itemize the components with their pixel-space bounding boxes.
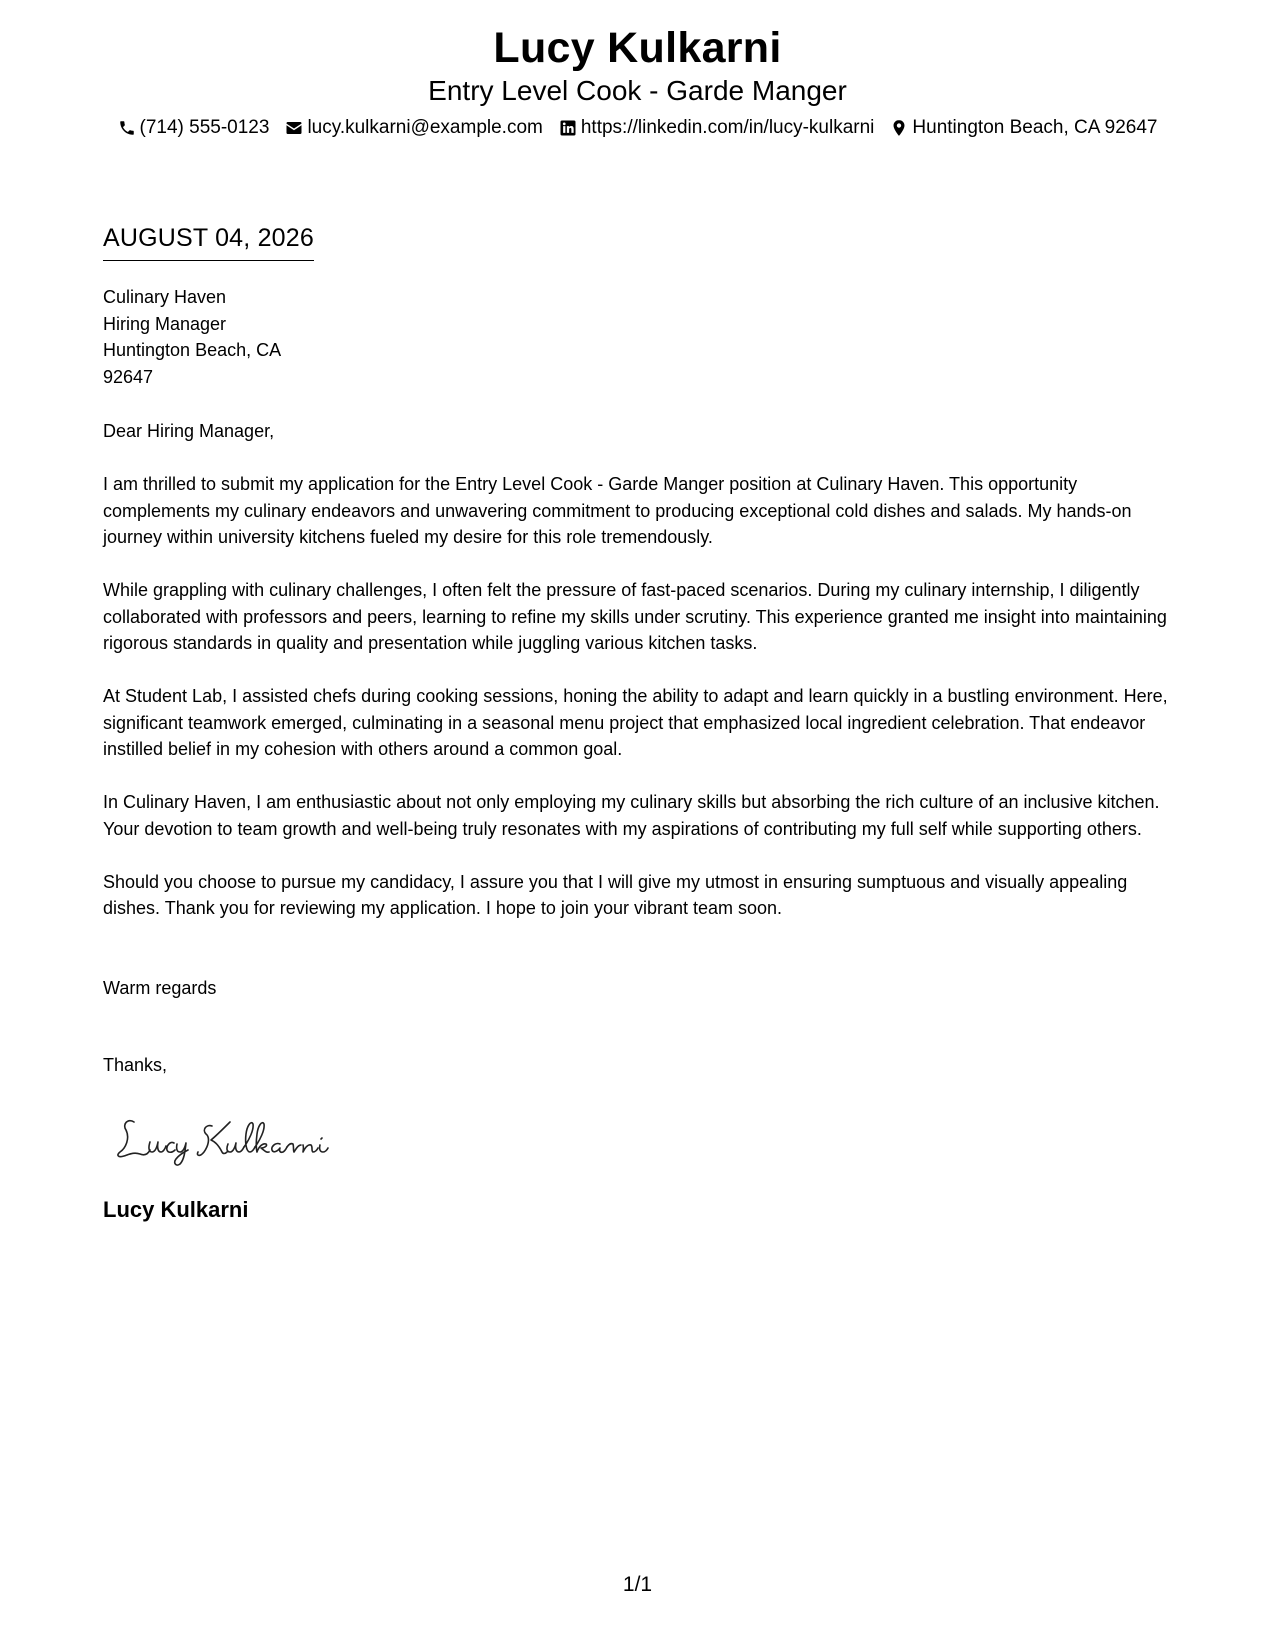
recipient-title: Hiring Manager	[103, 313, 227, 334]
contact-bar	[0, 116, 1275, 140]
applicant-name: Lucy Kulkarni	[493, 24, 782, 72]
closing: Warm regards	[103, 978, 217, 998]
recipient-company: Culinary Haven	[103, 287, 227, 307]
phone-icon	[118, 119, 136, 137]
recipient-city-state: Huntington Beach, CA	[103, 340, 282, 360]
body-paragraph: In Culinary Haven, I am enthusiastic about not only employing my culinary skills but absorbing the rich culture of an inclusive kitchen. Your devotion to team growth and well-being truly resonates with my aspirations of contributing my full self while supporting others.	[103, 792, 1160, 839]
thanks-line: Thanks,	[103, 1055, 168, 1075]
letter-header	[0, 22, 1275, 140]
job-title: Entry Level Cook - Garde Manger	[428, 75, 847, 106]
body-paragraph: At Student Lab, I assisted chefs during cooking sessions, honing the ability to adapt and learn quickly in a bustling environment. Here, significant teamwork emerged, culminating in a seasonal menu project that emphasized local ingredient celebration. That endeavor instilled belief in my cohesion with others around a common goal.	[103, 686, 1168, 759]
handwritten-signature	[112, 1100, 362, 1170]
email-text: lucy.kulkarni@example.com	[307, 117, 543, 138]
linkedin-icon	[559, 119, 577, 137]
envelope-icon	[285, 119, 303, 137]
signer-name: Lucy Kulkarni	[103, 1197, 249, 1222]
body-paragraph: I am thrilled to submit my application for the Entry Level Cook - Garde Manger position at Culinary Haven. This opportunity complements my culinary endeavors and unwavering commitment to producing exceptional cold dishes and salads. My hands-on journey within university kitchens fueled my desire for this role tremendously.	[103, 474, 1132, 547]
body-paragraph: Should you choose to pursue my candidacy, I assure you that I will give my utmost in ensuring sumptuous and visually appealing dishes. Thank you for reviewing my application. I hope to join your vibrant team soon.	[103, 871, 1128, 918]
body-paragraph: While grappling with culinary challenges, I often felt the pressure of fast-paced scenarios. During my culinary internship, I diligently collaborated with professors and peers, learning to refine my skills under scrutiny. This experience granted me insight into maintaining rigorous standards in quality and presentation while juggling various kitchen tasks.	[103, 580, 1167, 653]
phone-text: (714) 555-0123	[139, 117, 270, 138]
contact-linkedin	[559, 116, 875, 140]
linkedin-text[interactable]: https://linkedin.com/in/lucy-kulkarni	[580, 117, 875, 138]
contact-phone	[118, 116, 270, 140]
letter-body	[103, 418, 1173, 948]
contact-location	[890, 116, 1157, 140]
salutation: Dear Hiring Manager,	[103, 421, 275, 441]
contact-email	[285, 116, 542, 140]
letter-date: AUGUST 04, 2026	[103, 222, 314, 261]
location-text: Huntington Beach, CA 92647	[912, 117, 1158, 138]
location-pin-icon	[890, 119, 908, 137]
page-number: 1/1	[622, 1573, 653, 1596]
recipient-zip: 92647	[103, 366, 154, 387]
recipient-block	[103, 284, 281, 390]
